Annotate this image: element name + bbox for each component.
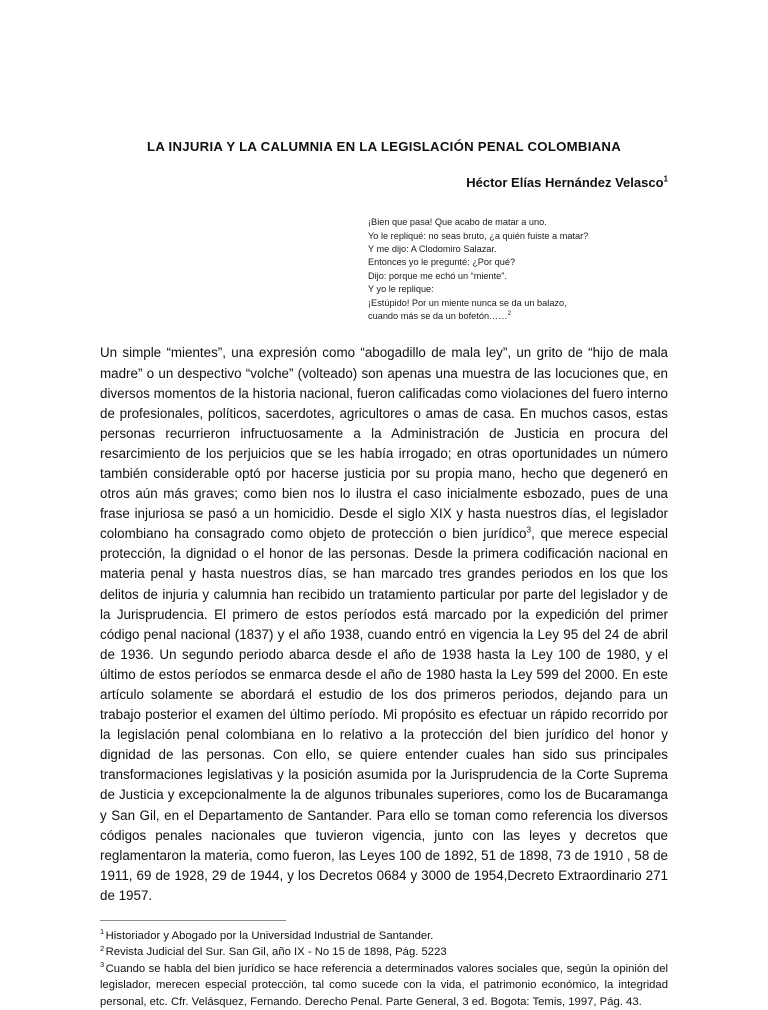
footnote-item	[100, 944, 668, 960]
footnote-marker: 2	[100, 943, 105, 953]
epigraph-line-last	[368, 310, 668, 323]
epigraph-footnote-marker: 2	[507, 309, 512, 317]
epigraph-line: Dijo: porque me echó un “miente”.	[368, 270, 507, 281]
footnote-marker: 3	[100, 960, 105, 970]
author-footnote-marker: 1	[663, 174, 668, 184]
author-name: Héctor Elías Hernández Velasco	[466, 175, 664, 191]
footnote-item	[100, 961, 668, 1010]
body-footnote-marker: 3	[526, 524, 532, 535]
body-text-part-two: , que merece especial protección, la dignidad o el honor de las personas. Desde la primera codificación nacional en materia penal y hasta nuestros días, se han marcado tres grandes periodos en los que los delitos de injuria y calumnia han recibido un tratamiento particular por parte del legislador y de la Jurisprudencia. El primero de estos períodos está marcado por la expedición del primer código penal nacional (1837) y el año 1938, cuando entró en vigencia la Ley 95 del 24 de abril de 1936. Un segundo periodo abarca desde el año de 1938 hasta la Ley 100 de 1980, y el último de estos períodos se enmarca desde el año de 1980 hasta la Ley 599 del 2000. En este artículo solamente se abordará el estudio de los dos primeros periodos, dejando para un trabajo posterior el examen del último período. Mi propósito es efectuar un rápido recorrido por la legislación penal colombiana en lo relativo a la protección del bien jurídico del honor y dignidad de las personas. Con ello, se quiere entender cuales han sido sus principales transformaciones legislativas y la posición asumida por la Jurisprudencia de la Corte Suprema de Justicia y excepcionalmente la de algunos tribunales superiores, como los de Bucaramanga y San Gil, en el Departamento de Santander. Para ello se toman como referencia los diversos códigos penales nacionales que tuvieron vigencia, junto con las leyes y decretos que reglamentaron la materia, como fueron, las Leyes 100 de 1892, 51 de 1898, 73 de 1910 , 58 de 1911, 69 de 1928, 29 de 1944, y los Decretos 0684 y 3000 de 1954,Decreto Extraordinario 271 de 1957.	[100, 526, 668, 903]
footnotes-section	[100, 921, 668, 1010]
footnote-text: Cuando se habla del bien jurídico se hace referencia a determinados valores sociales que, según la opinión del legislador, merecen especial protección, tal como sucede con la vida, el patrimonio económico, la integridad personal, etc. Cfr. Velásquez, Fernando. Derecho Penal. Parte General, 3 ed. Bogota: Temis, 1997, Pág. 43.	[100, 962, 668, 1008]
epigraph-line: Y me dijo: A Clodomiro Salazar.	[368, 243, 497, 254]
epigraph-line: ¡Bien que pasa! Que acabo de matar a uno.	[368, 217, 547, 228]
body-text-part-one: Un simple “mientes”, una expresión como “abogadillo de mala ley”, un grito de “hijo de mala madre” o un despectivo “volche” (volteado) son apenas una muestra de las locuciones que, en diversos momentos de la historia nacional, fueron calificadas como violaciones del fuero interno de profesionales, políticos, sacerdotes, agricultores o amas de casa. En muchos casos, estas personas recurrieron infructuosamente a la Administración de Justicia en procura del resarcimiento de los perjuicios que se les había irrogado; en otras oportunidades un número también considerable optó por hacerse justicia por su propia mano, hecho que degeneró en otros aún más graves; como bien nos lo ilustra el caso inicialmente esbozado, pues de una frase injuriosa se pasó a un homicidio. Desde el siglo XIX y hasta nuestros días, el legislador colombiano ha consagrado como objeto de protección o bien jurídico	[100, 345, 668, 542]
epigraph-line: Entonces yo le pregunté: ¿Por qué?	[368, 257, 516, 268]
epigraph-line: Y yo le replique:	[368, 284, 434, 295]
page-title: LA INJURIA Y LA CALUMNIA EN LA LEGISLACIÓN PENAL COLOMBIANA	[147, 139, 621, 154]
footnote-item	[100, 928, 668, 944]
epigraph-block	[100, 190, 668, 323]
footnote-text: Revista Judicial del Sur. San Gil, año IX - No 15 de 1898, Pág. 5223	[105, 946, 447, 959]
epigraph-line-text: cuando más se da un bofetón……	[368, 311, 508, 321]
document-content	[100, 0, 668, 1010]
body-paragraph	[100, 323, 668, 906]
epigraph-line: Yo le repliqué: no seas bruto, ¿a quién fuiste a matar?	[368, 230, 589, 241]
footnote-marker: 1	[100, 927, 105, 937]
author-byline	[100, 155, 668, 190]
footnote-text: Historiador y Abogado por la Universidad Industrial de Santander.	[105, 930, 434, 943]
epigraph-line: ¡Estúpido! Por un miente nunca se da un balazo,	[368, 297, 567, 308]
